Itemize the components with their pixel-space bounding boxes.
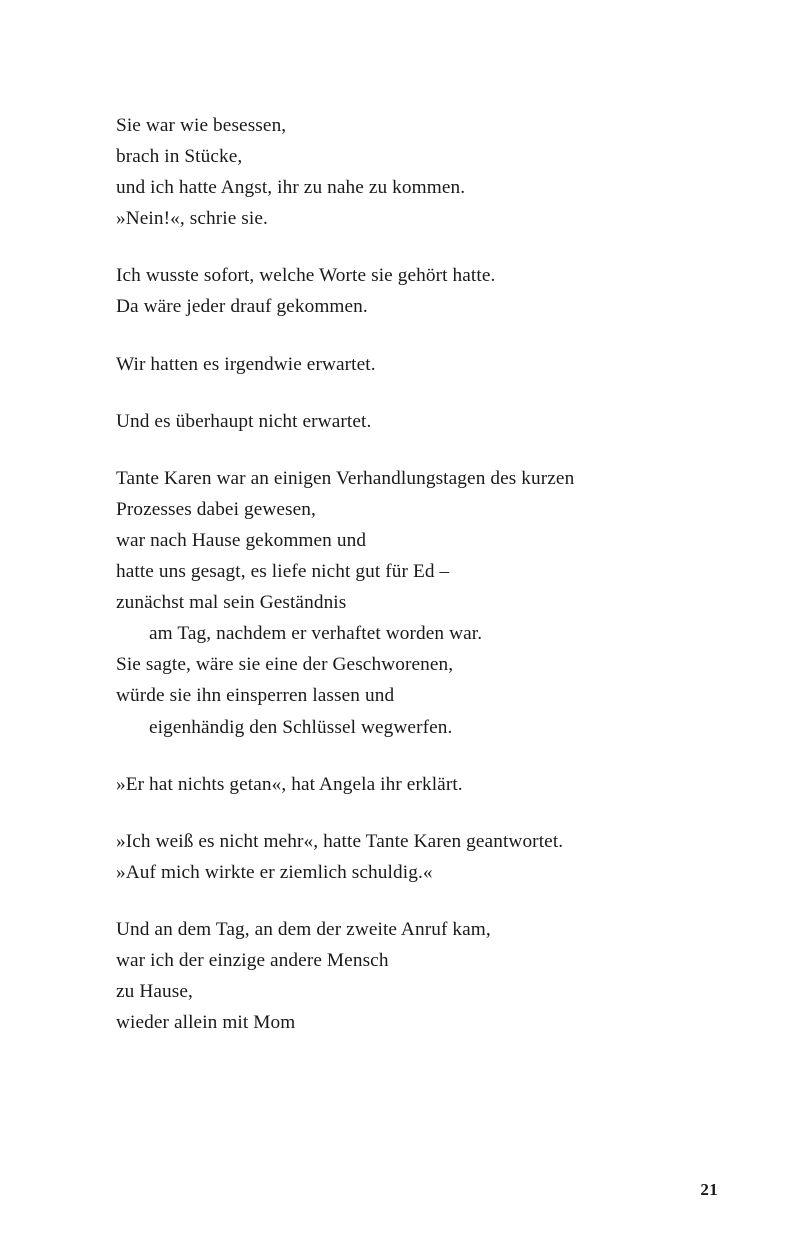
poem-line: »Auf mich wirkte er ziemlich schuldig.«	[116, 861, 433, 883]
stanza	[116, 260, 716, 322]
poem-line: Tante Karen war an einigen Verhandlungstagen des kurzen	[116, 467, 575, 489]
poem-line: brach in Stücke,	[116, 146, 243, 168]
poem-line: eigenhändig den Schlüssel wegwerfen.	[149, 716, 453, 738]
poem-line: zu Hause,	[116, 981, 193, 1003]
stanza	[116, 110, 716, 234]
stanza	[116, 769, 716, 800]
poem-line: Sie war wie besessen,	[116, 115, 287, 136]
poem-line: »Nein!«, schrie sie.	[116, 208, 268, 230]
stanza	[116, 406, 716, 437]
poem-line: Wir hatten es irgendwie erwartet.	[116, 353, 376, 375]
poem-line: wieder allein mit Mom	[116, 1012, 296, 1034]
poem-line: »Er hat nichts getan«, hat Angela ihr erklärt.	[116, 773, 463, 795]
stanza	[116, 463, 716, 743]
poem-line: hatte uns gesagt, es liefe nicht gut für Ed –	[116, 561, 450, 583]
poem-body	[116, 110, 716, 1038]
poem-line: am Tag, nachdem er verhaftet worden war.	[149, 623, 483, 645]
stanza	[116, 349, 716, 380]
stanza	[116, 826, 716, 888]
poem-line: Da wäre jeder drauf gekommen.	[116, 296, 368, 318]
poem-line: »Ich weiß es nicht mehr«, hatte Tante Karen geantwortet.	[116, 830, 564, 852]
poem-line: würde sie ihn einsperren lassen und	[116, 685, 395, 707]
page-number: 21	[700, 1180, 718, 1199]
poem-line: zunächst mal sein Geständnis	[116, 592, 347, 614]
poem-line: war ich der einzige andere Mensch	[116, 949, 389, 971]
poem-line: Und es überhaupt nicht erwartet.	[116, 410, 372, 432]
poem-line: war nach Hause gekommen und	[116, 529, 367, 551]
poem-line: Ich wusste sofort, welche Worte sie gehört hatte.	[116, 265, 496, 287]
poem-line: Und an dem Tag, an dem der zweite Anruf kam,	[116, 918, 491, 940]
poem-line: und ich hatte Angst, ihr zu nahe zu kommen.	[116, 177, 466, 199]
poem-line: Prozesses dabei gewesen,	[116, 498, 316, 520]
poem-line: Sie sagte, wäre sie eine der Geschworenen,	[116, 654, 454, 676]
stanza	[116, 914, 716, 1038]
